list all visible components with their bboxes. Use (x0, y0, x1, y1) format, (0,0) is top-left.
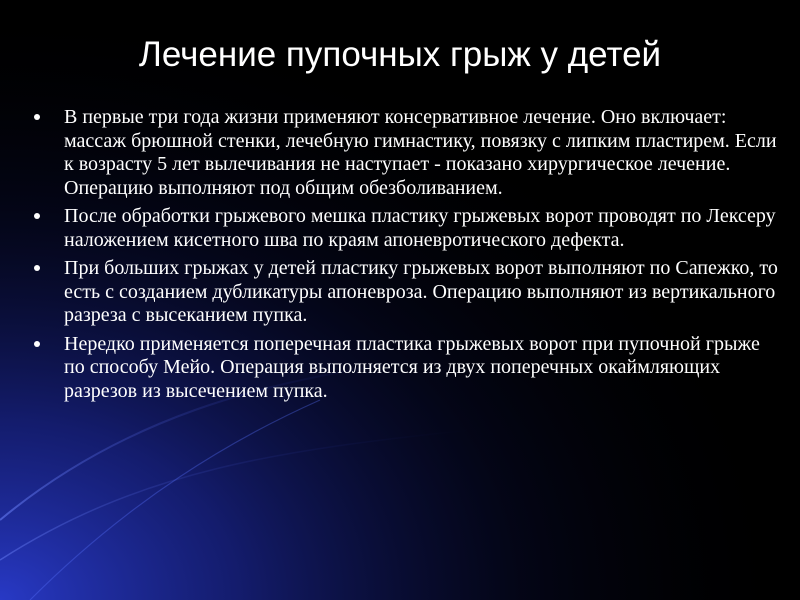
slide-title: Лечение пупочных грыж у детей (138, 35, 662, 74)
bullet-text: После обработки грыжевого мешка пластику грыжевых ворот проводят по Лексеру наложением кисетного шва по краям апоневротического дефекта. (64, 205, 776, 251)
bullet-icon (34, 265, 40, 271)
bullet-text: При больших грыжах у детей пластику грыжевых ворот выполняют по Сапежко, то есть с созданием дубликатуры апоневроза. Операцию выполняют из вертикального разреза с высеканием пупка. (64, 257, 778, 326)
list-item (64, 333, 780, 404)
list-item (64, 205, 780, 252)
list-item (64, 257, 780, 328)
bullet-list (64, 106, 780, 408)
bullet-text: В первые три года жизни применяют консервативное лечение. Оно включает: массаж брюшной стенки, лечебную гимнастику, повязку с липким пластирем. Если к возрасту 5 лет вылечивания не наступает - показано хирургическое лечение. Операцию выполняют под общим обезболиванием. (64, 106, 777, 199)
list-item (64, 106, 780, 200)
bullet-icon (34, 341, 40, 347)
bullet-text: Нередко применяется поперечная пластика грыжевых ворот при пупочной грыже по способу Мейо. Операция выполняется из двух поперечных окаймляющих разрезов из высечением пупка. (64, 332, 760, 402)
bullet-icon (34, 114, 40, 120)
bullet-icon (34, 213, 40, 219)
